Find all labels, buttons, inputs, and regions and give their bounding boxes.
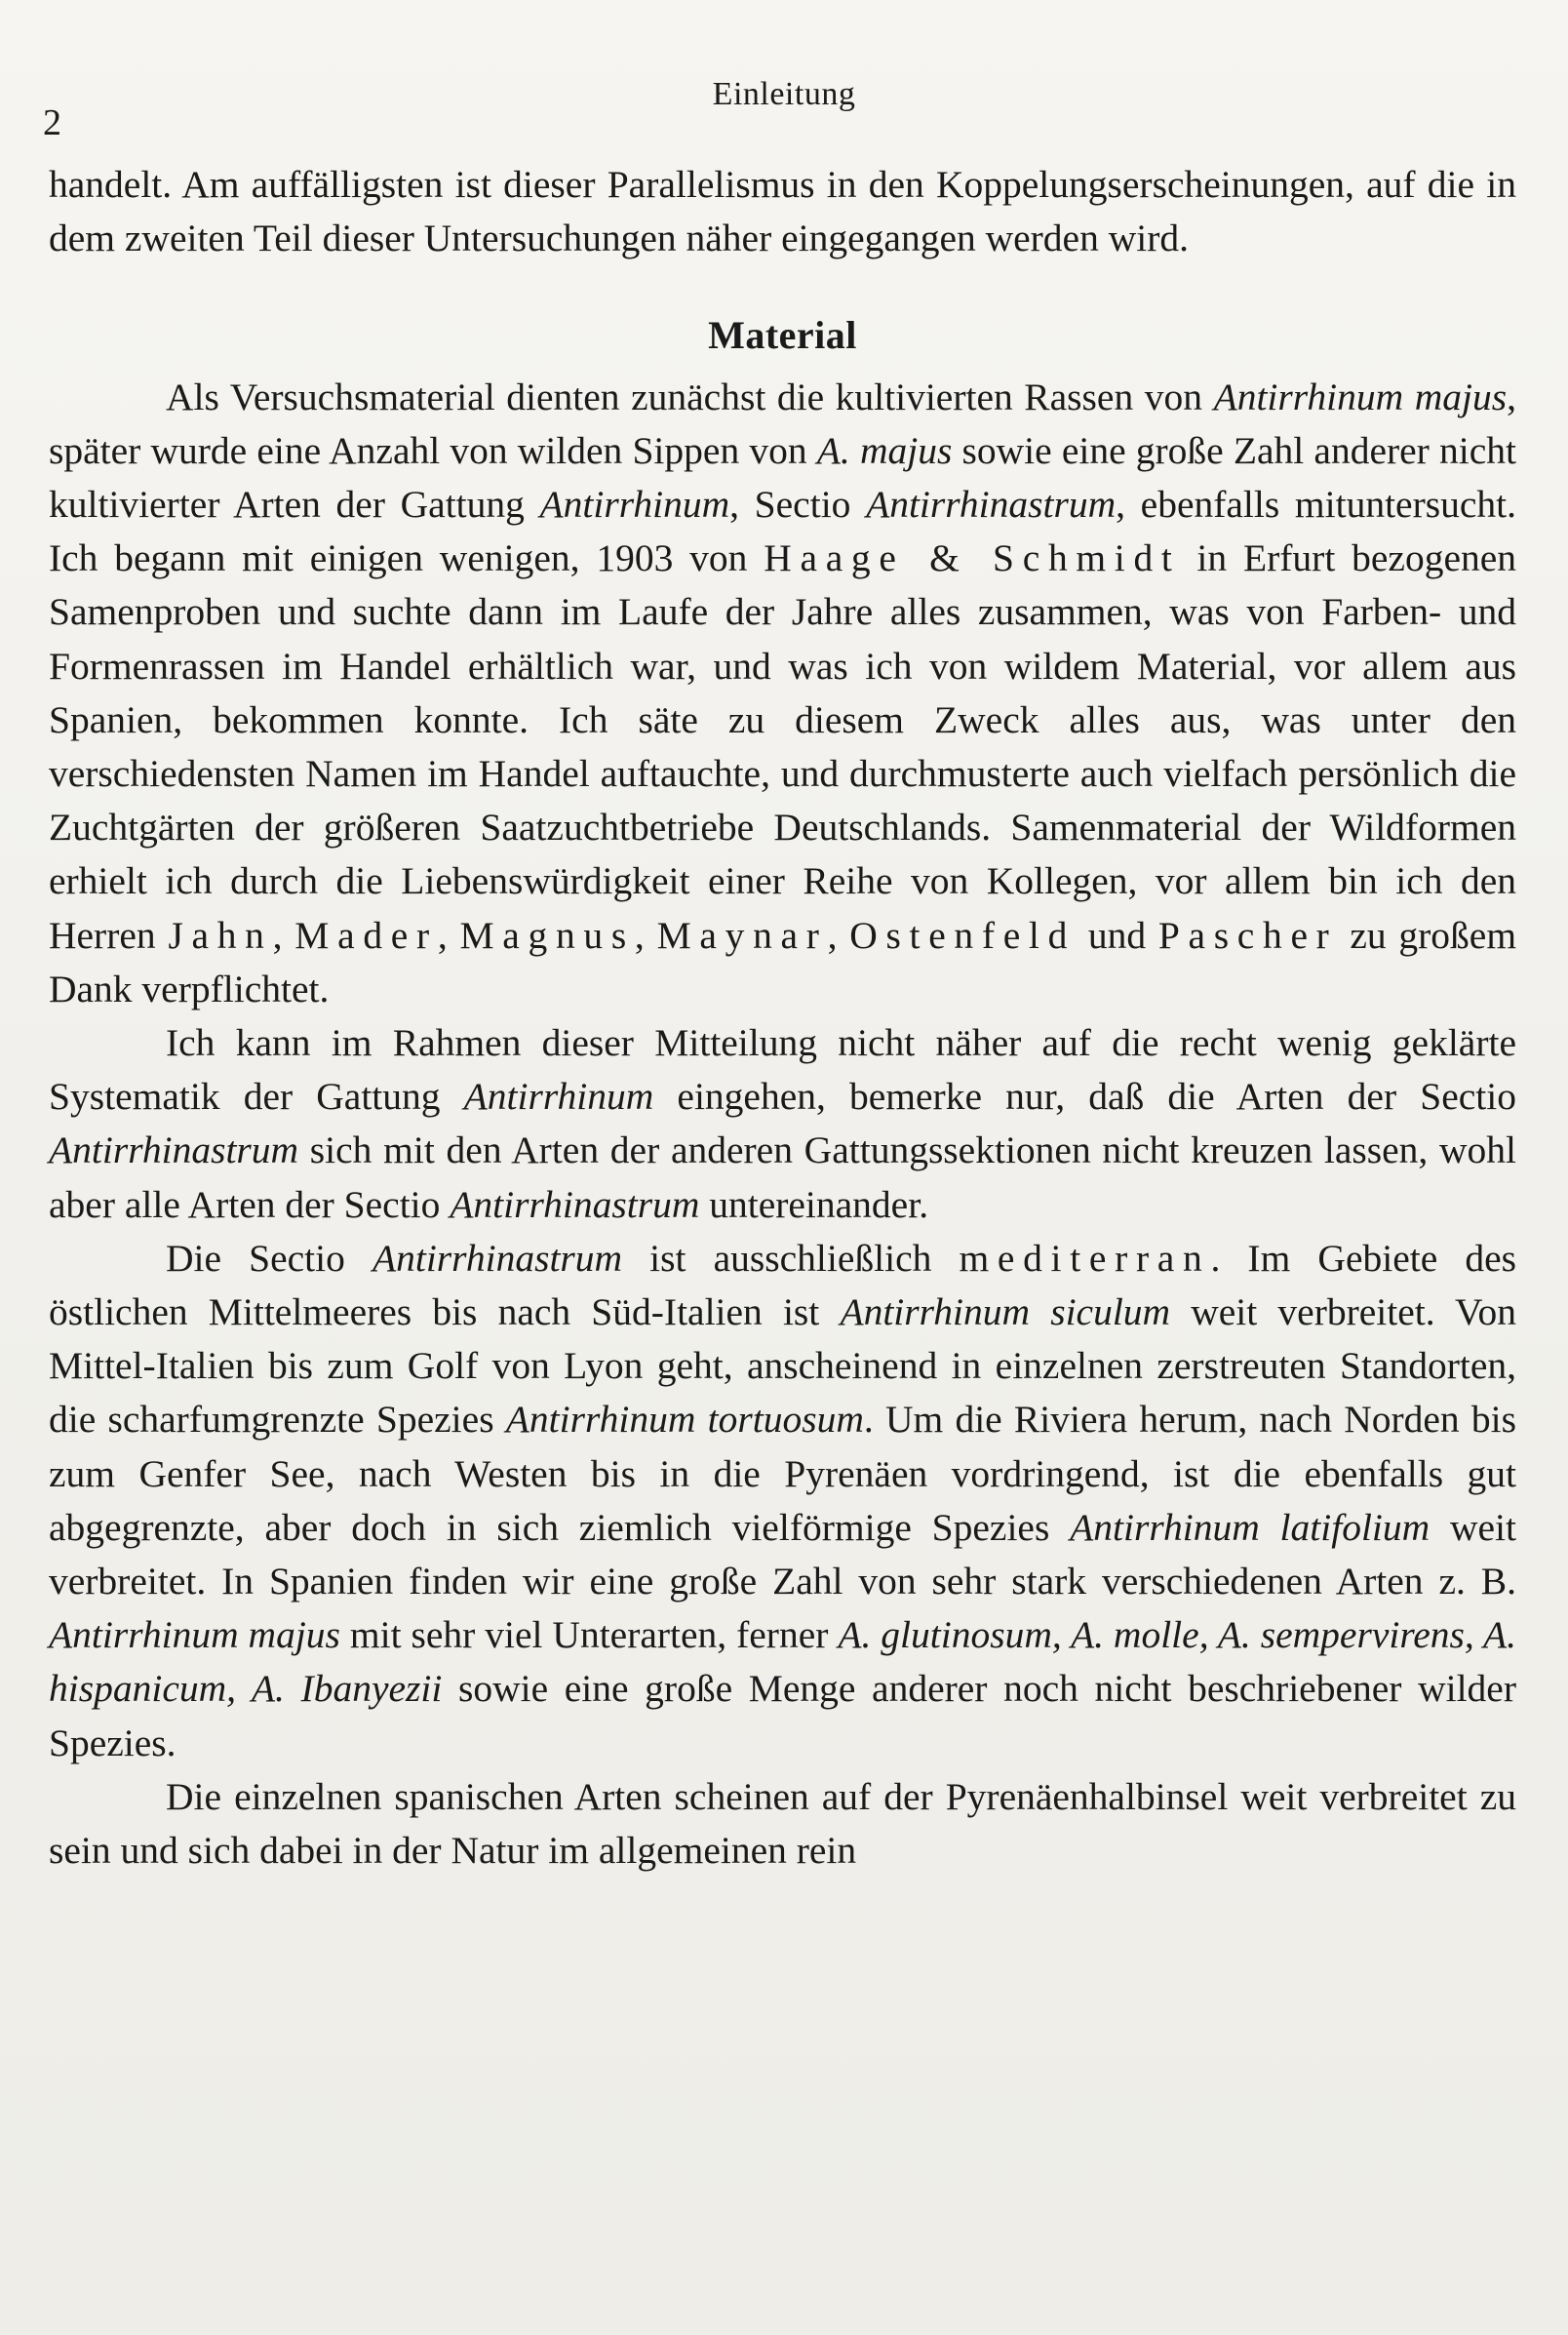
section-name: Antirrhinastrum [450,1182,700,1226]
person-name: Pascher [1157,913,1338,957]
text-run: und [1076,913,1158,957]
person-name: Jahn [168,913,273,957]
text-run: Die Sectio [166,1236,372,1280]
text-run: untereinander. [699,1182,929,1226]
text-run: , Sectio [729,483,867,527]
text-run: . Im Gebiete des östlichen Mittelmeeres bis nach Süd-Italien ist [49,1236,1516,1334]
company-name: Haage & Schmidt [764,536,1181,580]
text-run: Als Versuchsmaterial dienten zunächst die kultivierten Rassen von [166,375,1214,418]
species-name: Antirrhinum tortuosum [505,1398,864,1442]
section-name: Antirrhinastrum [866,483,1117,527]
person-name: Ostenfeld [849,913,1077,957]
text-run: , [827,913,850,957]
page-number: 2 [43,102,61,143]
text-run: zu großem Dank verpflichtet. [49,913,1517,1010]
paragraph-distribution [49,1232,1516,1770]
person-name: Magnus [459,913,635,957]
section-name: Antirrhinastrum [372,1236,623,1280]
text-run: , ebenfalls mituntersucht. Ich begann mit einigen wenigen, 1903 von [49,483,1516,580]
paragraph-material [49,371,1516,1016]
genus-name: Antirrhinum [539,483,730,527]
text-run: eingehen, bemerke nur, daß die Arten der Sectio [653,1075,1516,1119]
text-run: mit sehr viel Unterarten, ferner [339,1613,839,1657]
body-text [49,158,1516,1878]
person-name: Mader [294,913,438,957]
paragraph-spanish-species: Die einzelnen spanischen Arten scheinen auf der Pyrenäenhalbinsel weit verbreitet zu sein und sich dabei in der Natur im allgemeinen rein [49,1774,1516,1873]
text-run: sich mit den Arten der anderen Gattungssektionen nicht kreuzen lassen, wohl aber alle Arten der Sectio [49,1128,1516,1226]
text-run: . Um die Riviera herum, nach Norden bis zum Genfer See, nach Westen bis in die Pyrenäen vordringend, ist die ebenfalls gut abgegrenzte, aber doch in sich ziemlich vielförmige Spezies [49,1398,1517,1549]
section-name: Antirrhinastrum [49,1128,299,1172]
text-run: weit verbreitet. In Spanien finden wir eine große Zahl von sehr stark verschiedenen Arten z. B. [49,1505,1516,1603]
text-run: Ich kann im Rahmen dieser Mitteilung nicht näher auf die recht wenig geklärte Systematik der Gattung [49,1021,1516,1119]
person-name: Maynar [656,913,828,957]
text-run: , später wurde eine Anzahl von wilden Sippen von [49,375,1516,472]
text-run: sowie eine große Menge anderer noch nicht beschriebener wilder Spezies. [49,1667,1516,1764]
text-run: , [272,913,295,957]
species-name: Antirrhinum latifolium [1070,1505,1431,1549]
text-run: ist ausschließlich [622,1236,960,1280]
emphasis-word: mediterran [959,1236,1211,1280]
text-run: weit verbreitet. Von Mittel-Italien bis zum Golf von Lyon geht, anscheinend in einzelnen zerstreuten Standorten, die scharfumgrenzte Spezies [49,1290,1516,1442]
running-head: Einleitung [712,76,856,112]
text-run: in Erfurt bezogenen Samenproben und suchte dann im Laufe der Jahre alles zusammen, was von Farben- und Formenrassen im Handel erhältlich war, und was ich von wildem Material, vor allem aus Spanien, bekommen konnte. Ich säte zu diesem Zweck alles aus, was unter den verschiedensten Namen im Handel auftauchte, und durchmusterte auch vielfach persönlich die Zuchtgärten der größeren Saatzuchtbetriebe Deutschlands. Samenmaterial der Wildformen erhielt ich durch die Liebenswürdigkeit einer Reihe von Kollegen, vor allem bin ich den Herren [49,536,1517,957]
paragraph-continuation: handelt. Am auffälligsten ist dieser Parallelismus in den Koppelungserscheinungen, auf die in dem zweiten Teil dieser Untersuchungen näher eingegangen werden wird. [49,163,1516,260]
species-name: Antirrhinum siculum [840,1290,1171,1334]
species-name: Antirrhinum majus [1213,375,1508,418]
section-heading: Material [708,313,857,358]
paragraph-systematics [49,1016,1516,1232]
species-name: Antirrhinum majus [49,1613,340,1657]
text-run: sowie eine große Zahl anderer nicht kultivierter Arten der Gattung [49,428,1516,527]
text-run: , [437,913,460,957]
genus-name: Antirrhinum [463,1075,654,1119]
text-run: , [634,913,657,957]
species-name: A. majus [816,428,953,472]
species-list: A. glutinosum, A. molle, A. sempervirens, A. hispanicum, A. Ibanyezii [49,1613,1517,1711]
